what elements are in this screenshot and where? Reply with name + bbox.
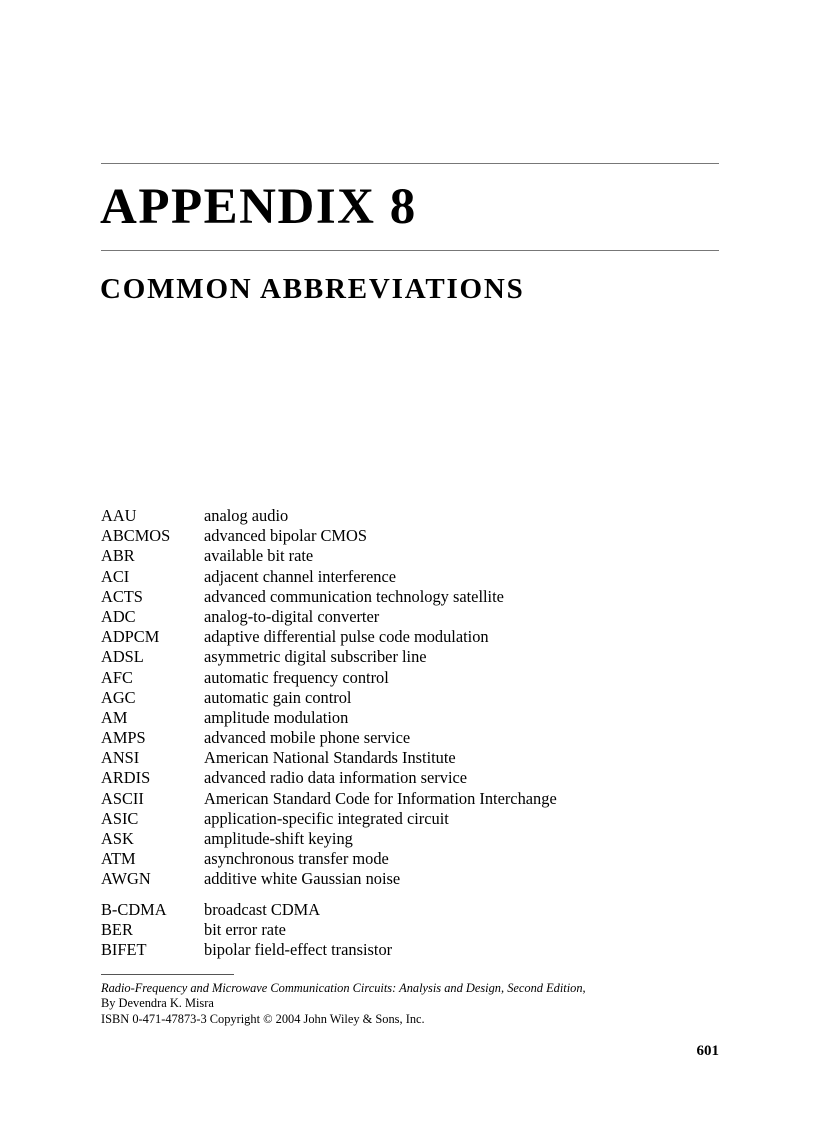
footnote-isbn-copyright: ISBN 0-471-47873-3 Copyright © 2004 John Wiley & Sons, Inc. [101, 1012, 425, 1026]
abbreviation-term: ASIC [101, 808, 139, 828]
abbreviation-term: AGC [101, 687, 136, 707]
abbreviation-definition: bipolar field-effect transistor [204, 940, 393, 960]
abbreviation-definition: available bit rate [204, 546, 314, 566]
abbreviation-term: B-CDMA [101, 900, 167, 919]
abbreviation-row [101, 809, 557, 829]
abbreviation-row [101, 627, 557, 647]
abbreviation-list-a [101, 506, 557, 890]
footnote-author: By Devendra K. Misra [101, 996, 214, 1010]
abbreviation-term: ASCII [101, 788, 144, 808]
abbreviation-definition: automatic gain control [204, 687, 352, 707]
abbreviation-list-b [101, 900, 392, 961]
abbreviation-row [101, 829, 557, 849]
abbreviation-row [101, 748, 557, 768]
footnote-book-title: Radio-Frequency and Microwave Communication Circuits: Analysis and Design, Second Edition, [101, 981, 586, 995]
abbreviation-definition: amplitude modulation [204, 707, 349, 727]
abbreviation-row [101, 728, 557, 748]
abbreviation-term: ADPCM [101, 627, 160, 647]
abbreviation-row [101, 647, 557, 667]
abbreviation-term: ADSL [101, 647, 144, 667]
abbreviation-row [101, 506, 557, 526]
abbreviation-definition: bit error rate [204, 920, 286, 940]
abbreviation-row [101, 900, 392, 920]
abbreviation-row [101, 920, 392, 940]
abbreviation-term: AWGN [101, 869, 151, 889]
abbreviation-definition: application-specific integrated circuit [204, 808, 449, 828]
abbreviation-term: ADC [101, 606, 136, 626]
title-rule [101, 250, 719, 251]
abbreviation-row [101, 940, 392, 960]
abbreviation-term: ATM [101, 849, 136, 869]
abbreviation-definition: advanced radio data information service [204, 768, 468, 788]
abbreviation-definition: additive white Gaussian noise [204, 869, 401, 889]
abbreviation-definition: American Standard Code for Information Interchange [204, 788, 557, 808]
abbreviation-row [101, 668, 557, 688]
abbreviation-term: BER [101, 920, 133, 940]
abbreviation-definition: adaptive differential pulse code modulation [204, 627, 489, 647]
abbreviation-definition: asynchronous transfer mode [204, 849, 389, 869]
abbreviation-row [101, 688, 557, 708]
abbreviation-term: AAU [101, 506, 137, 525]
abbreviation-definition: adjacent channel interference [204, 566, 397, 586]
abbreviation-row [101, 869, 557, 889]
abbreviation-row [101, 567, 557, 587]
abbreviation-row [101, 607, 557, 627]
abbreviation-definition: automatic frequency control [204, 667, 389, 687]
abbreviation-term: ABR [101, 546, 135, 566]
abbreviation-definition: advanced mobile phone service [204, 728, 411, 748]
abbreviation-term: ABCMOS [101, 526, 171, 546]
abbreviation-term: AM [101, 707, 128, 727]
abbreviation-term: ARDIS [101, 768, 151, 788]
abbreviation-row [101, 849, 557, 869]
abbreviation-row [101, 546, 557, 566]
abbreviation-term: ACTS [101, 586, 143, 606]
section-title: COMMON ABBREVIATIONS [100, 273, 525, 305]
abbreviation-term: ACI [101, 566, 130, 586]
abbreviation-term: ANSI [101, 748, 140, 768]
abbreviation-definition: analog audio [204, 506, 289, 525]
abbreviation-term: BIFET [101, 940, 147, 960]
abbreviation-definition: amplitude-shift keying [204, 829, 353, 848]
page-number: 601 [696, 1043, 719, 1059]
abbreviation-definition: analog-to-digital converter [204, 606, 380, 626]
abbreviation-definition: asymmetric digital subscriber line [204, 647, 427, 667]
abbreviation-row [101, 708, 557, 728]
abbreviation-row [101, 789, 557, 809]
abbreviation-term: ASK [101, 829, 134, 848]
abbreviation-row [101, 768, 557, 788]
footnote-rule [101, 974, 234, 975]
abbreviation-row [101, 526, 557, 546]
top-rule [101, 163, 719, 164]
abbreviation-definition: advanced communication technology satellite [204, 586, 504, 606]
abbreviation-term: AFC [101, 667, 133, 687]
abbreviation-definition: American National Standards Institute [204, 748, 456, 768]
abbreviation-definition: advanced bipolar CMOS [204, 526, 367, 546]
appendix-title: APPENDIX 8 [100, 179, 417, 235]
abbreviation-row [101, 587, 557, 607]
abbreviation-definition: broadcast CDMA [204, 900, 321, 919]
abbreviation-term: AMPS [101, 728, 146, 748]
